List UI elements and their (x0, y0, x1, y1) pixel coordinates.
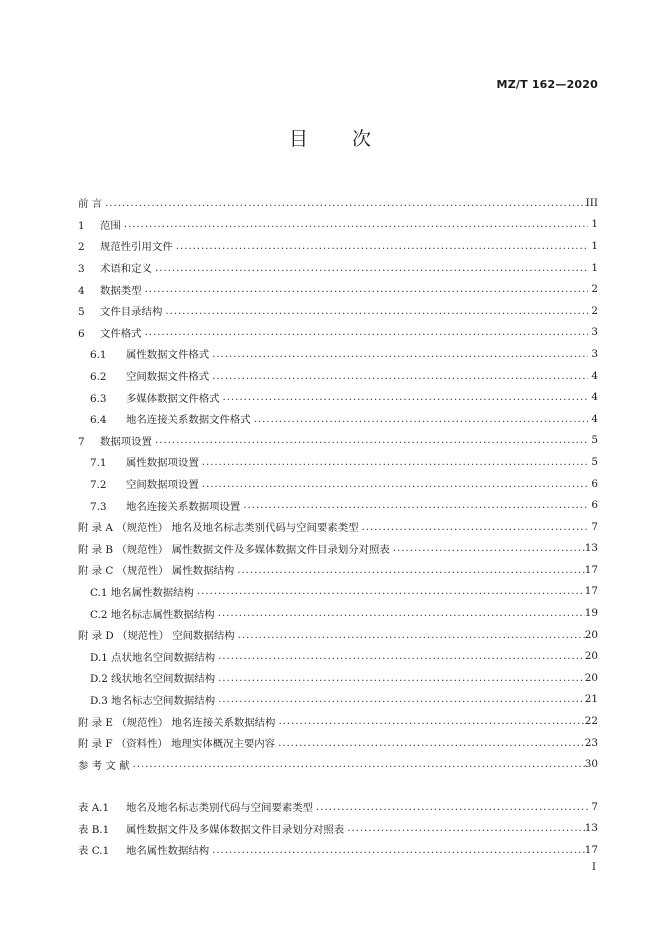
toc-entry-heading (90, 606, 215, 621)
toc-entry-page: 5 (591, 455, 598, 468)
toc-entry-number: 7 (78, 435, 85, 448)
dot-leader (162, 305, 588, 317)
toc-entry-heading (78, 799, 313, 814)
dot-leader (220, 391, 588, 403)
toc-entry-heading (78, 541, 390, 556)
toc-entry-number: 4 (78, 284, 85, 297)
dot-leader (344, 822, 585, 834)
toc-entry-page: 19 (584, 607, 598, 620)
toc-entry-heading (78, 303, 162, 318)
toc-entry-heading (90, 584, 194, 599)
toc-entry-heading (78, 325, 142, 340)
dot-leader (215, 672, 585, 684)
toc-entry-title: D.3 地名标志空间数据结构 (90, 694, 216, 707)
toc-entry-title: 附 录 F （资料性） 地理实体概况主要内容 (78, 738, 276, 751)
toc-entry-page: 6 (591, 499, 598, 512)
toc-entry-heading (90, 476, 199, 491)
toc-entry-heading (78, 735, 275, 750)
table-list-entry[interactable] (78, 839, 598, 861)
toc-entry-title: 数据类型 (100, 284, 142, 297)
dot-leader (215, 650, 585, 662)
toc-entry-title: 多媒体数据文件格式 (126, 392, 220, 405)
toc-entry[interactable] (78, 473, 598, 495)
toc-entry-page: 2 (591, 304, 598, 317)
toc-entry-title: 范围 (100, 219, 121, 232)
toc-entry[interactable] (78, 689, 598, 711)
toc-entry-heading (78, 757, 129, 772)
dot-leader (251, 413, 588, 425)
toc-entry-number: 6.1 (90, 349, 107, 362)
toc-entry-page: 17 (584, 563, 598, 576)
dot-leader (240, 499, 588, 511)
toc-entry-heading (78, 217, 121, 232)
dot-leader (199, 456, 588, 468)
toc-entry-title: 前 言 (78, 198, 103, 211)
toc-entry[interactable] (78, 710, 598, 732)
dot-leader (209, 348, 588, 360)
toc-entry[interactable] (78, 214, 598, 236)
dot-leader (102, 197, 586, 209)
toc-entry-heading (78, 260, 152, 275)
toc-entry-heading (78, 238, 173, 253)
dot-leader (209, 370, 588, 382)
toc-entry[interactable] (78, 624, 598, 646)
toc-entry-title: 地名连接关系数据文件格式 (126, 414, 251, 427)
toc-entry-title: 属性数据项设置 (126, 457, 199, 470)
toc-entry-page: 2 (591, 283, 598, 296)
toc-entry[interactable] (78, 645, 598, 667)
toc-entry-page: 20 (584, 650, 598, 663)
toc-entry-title: 文件目录结构 (100, 306, 163, 319)
toc-entry-heading (78, 842, 209, 857)
toc-entry-number: 6.4 (90, 414, 107, 427)
toc-entry[interactable] (78, 257, 598, 279)
dot-leader (209, 844, 585, 856)
toc-entry[interactable] (78, 322, 598, 344)
dot-leader (313, 801, 588, 813)
toc-entry-page: 13 (584, 542, 598, 555)
toc-entry-heading (78, 714, 275, 729)
toc-entry[interactable] (78, 386, 598, 408)
toc-entry[interactable] (78, 753, 598, 775)
toc-entry-title: 空间数据项设置 (126, 479, 199, 492)
toc-entry-heading (90, 498, 240, 513)
dot-leader (199, 478, 588, 490)
toc-entry-title: 地名及地名标志类别代码与空间要素类型 (126, 802, 314, 815)
toc-entry-title: 属性数据文件格式 (126, 349, 210, 362)
dot-leader (142, 326, 588, 338)
toc-entry-heading (90, 346, 209, 361)
toc-entry-page: 7 (591, 520, 598, 533)
toc-entry-page: 23 (584, 736, 598, 749)
toc-entry[interactable] (78, 300, 598, 322)
dot-leader (275, 737, 585, 749)
toc-entry-page: 20 (584, 671, 598, 684)
toc-entry[interactable] (78, 559, 598, 581)
toc-entry-heading (90, 454, 199, 469)
toc-entry[interactable] (78, 732, 598, 754)
toc-entry-title: 附 录 D （规范性） 空间数据结构 (78, 630, 235, 643)
toc-entry-page: 7 (591, 800, 598, 813)
table-list-entry[interactable] (78, 818, 598, 840)
toc-entry[interactable] (78, 451, 598, 473)
dot-leader (390, 542, 585, 554)
toc-entry-number: 6 (78, 327, 85, 340)
toc-entry[interactable] (78, 343, 598, 365)
toc-entry-number: 7.2 (90, 479, 107, 492)
toc-entry-title: 地名属性数据结构 (126, 845, 210, 858)
toc-entry[interactable] (78, 602, 598, 624)
toc-entry-title: 地名连接关系数据项设置 (126, 500, 241, 513)
toc-entry[interactable] (78, 192, 598, 214)
dot-leader (142, 283, 588, 295)
toc-entry-page: 21 (584, 693, 598, 706)
toc-entry[interactable] (78, 538, 598, 560)
dot-leader (215, 607, 585, 619)
toc-entry-page: 17 (584, 843, 598, 856)
standard-code: MZ/T 162—2020 (496, 78, 598, 91)
toc-entry-page: 4 (591, 412, 598, 425)
toc-entry-page: 1 (591, 239, 598, 252)
toc-entry[interactable] (78, 581, 598, 603)
toc-entry-title: 文件格式 (100, 327, 142, 340)
toc-entry-page: 4 (591, 391, 598, 404)
toc-entry-heading (78, 562, 234, 577)
toc-entry[interactable] (78, 516, 598, 538)
toc-entry-page: 3 (591, 347, 598, 360)
toc-entry-heading (90, 670, 215, 685)
toc-entry-number: 6.3 (90, 392, 107, 405)
dot-leader (152, 434, 588, 446)
toc-entry-title: D.1 点状地名空间数据结构 (90, 651, 216, 664)
toc-entry-page: 3 (591, 326, 598, 339)
toc-entry[interactable] (78, 235, 598, 257)
toc-entry-heading (78, 627, 235, 642)
toc-entry-page: 13 (584, 822, 598, 835)
toc-entry-heading (78, 282, 142, 297)
toc-entry-number: 7.1 (90, 457, 107, 470)
toc-entry[interactable] (78, 667, 598, 689)
toc-entry-page: 1 (591, 261, 598, 274)
dot-leader (215, 693, 585, 705)
toc-entry-heading (90, 390, 220, 405)
dot-leader (129, 758, 584, 770)
toc-entry-title: C.1 地名属性数据结构 (90, 586, 194, 599)
toc-entry[interactable] (78, 278, 598, 300)
toc-entry-heading (78, 433, 152, 448)
toc-entry-heading (78, 195, 102, 210)
toc-entry-title: 术语和定义 (100, 263, 152, 276)
toc-entry-heading (78, 821, 344, 836)
toc-entry-title: 数据项设置 (100, 435, 152, 448)
toc-entry-page: III (585, 196, 598, 209)
toc-entry-number: 表 B.1 (78, 823, 110, 836)
toc-entry-page: 1 (591, 218, 598, 231)
toc-entry-title: 空间数据文件格式 (126, 371, 210, 384)
toc-entry-heading (90, 692, 215, 707)
toc-entry-heading (90, 649, 215, 664)
dot-leader (235, 629, 585, 641)
toc-entry-heading (78, 519, 358, 534)
table-list-entry[interactable] (78, 796, 598, 818)
toc-entry-title: 附 录 B （规范性） 属性数据文件及多媒体数据文件目录划分对照表 (78, 543, 390, 556)
page-number: I (592, 862, 596, 873)
toc-entry[interactable] (78, 430, 598, 452)
toc-entry-title: 附 录 A （规范性） 地名及地名标志类别代码与空间要素类型 (78, 522, 359, 535)
dot-leader (275, 715, 584, 727)
toc-entry-title: 参 考 文 献 (78, 759, 130, 772)
toc-entry-page: 4 (591, 369, 598, 382)
toc-entry-number: 7.3 (90, 500, 107, 513)
toc-entry-title: 附 录 C （规范性） 属性数据结构 (78, 565, 235, 578)
toc-entry-page: 5 (591, 434, 598, 447)
toc-entry-page: 17 (584, 585, 598, 598)
toc-entry-number: 表 A.1 (78, 802, 110, 815)
toc-entry-page: 30 (584, 758, 598, 771)
dot-leader (194, 585, 585, 597)
toc-entry-heading (90, 411, 251, 426)
dot-leader (234, 564, 585, 576)
toc-entry-title: C.2 地名标志属性数据结构 (90, 608, 215, 621)
dot-leader (121, 218, 588, 230)
toc-entry[interactable] (78, 365, 598, 387)
toc-entry-title: D.2 线状地名空间数据结构 (90, 673, 216, 686)
toc-entry-page: 22 (584, 715, 598, 728)
toc-entry-title: 规范性引用文件 (100, 241, 173, 254)
toc-entry-title: 属性数据文件及多媒体数据文件目录划分对照表 (126, 823, 345, 836)
toc-entry-number: 表 C.1 (78, 845, 110, 858)
toc-entry-number: 5 (78, 306, 85, 319)
toc-entry-page: 6 (591, 477, 598, 490)
dot-leader (358, 521, 588, 533)
toc-entry-title: 附 录 E （规范性） 地名连接关系数据结构 (78, 716, 276, 729)
toc-entry-number: 2 (78, 241, 85, 254)
list-of-tables (78, 796, 598, 861)
dot-leader (173, 240, 588, 252)
toc-entry[interactable] (78, 494, 598, 516)
page-title: 目 次 (288, 128, 374, 150)
toc-entry-page: 20 (584, 628, 598, 641)
toc-entry-number: 1 (78, 219, 85, 232)
toc-entry-number: 3 (78, 263, 85, 276)
toc-entry-number: 6.2 (90, 371, 107, 384)
table-of-contents (78, 192, 598, 775)
toc-entry[interactable] (78, 408, 598, 430)
dot-leader (152, 262, 588, 274)
toc-entry-heading (90, 368, 209, 383)
